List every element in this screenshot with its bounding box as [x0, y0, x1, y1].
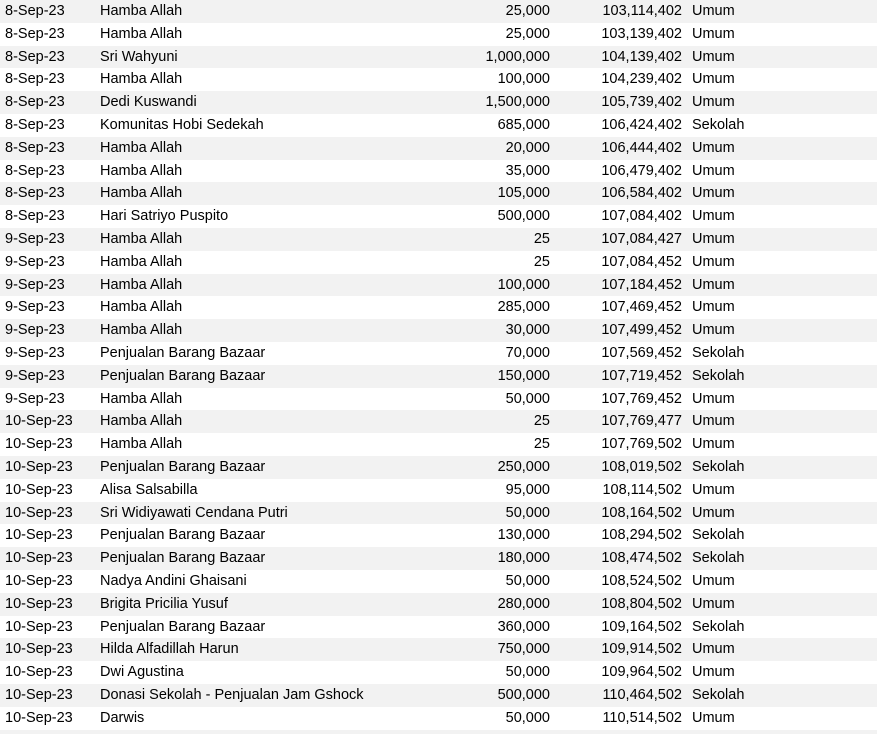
- cell-date[interactable]: 10-Sep-23: [5, 436, 73, 453]
- cell-amount[interactable]: 100,000: [497, 71, 550, 88]
- cell-category[interactable]: Umum: [692, 139, 735, 156]
- cell-balance[interactable]: 110,464,502: [602, 686, 682, 703]
- cell-amount[interactable]: 25: [533, 230, 550, 247]
- cell-date[interactable]: 8-Sep-23: [5, 116, 65, 133]
- cell-balance[interactable]: 108,524,502: [601, 572, 682, 589]
- cell-balance[interactable]: 108,164,502: [601, 504, 682, 521]
- table-row: [0, 365, 877, 388]
- cell-balance[interactable]: 107,769,452: [601, 390, 682, 407]
- cell-balance[interactable]: 108,474,502: [601, 550, 682, 567]
- table-row: [0, 228, 877, 251]
- cell-amount[interactable]: 70,000: [505, 344, 550, 361]
- cell-balance[interactable]: 107,769,502: [601, 436, 682, 453]
- cell-category[interactable]: Sekolah: [692, 686, 745, 703]
- table-row: [0, 388, 877, 411]
- cell-category[interactable]: Umum: [692, 641, 735, 658]
- cell-date[interactable]: 10-Sep-23: [5, 481, 73, 498]
- cell-date[interactable]: 10-Sep-23: [5, 572, 73, 589]
- cell-amount[interactable]: 30,000: [505, 322, 550, 339]
- cell-name[interactable]: Hamba Allah: [100, 413, 183, 430]
- cell-name[interactable]: Nadya Andini Ghaisani: [100, 572, 247, 589]
- table-row: [0, 638, 877, 661]
- cell-name[interactable]: Hari Satriyo Puspito: [100, 208, 229, 225]
- cell-name[interactable]: Penjualan Barang Bazaar: [100, 458, 266, 475]
- cell-balance[interactable]: 107,084,402: [601, 208, 682, 225]
- cell-date[interactable]: 9-Sep-23: [5, 322, 65, 339]
- table-row: [0, 68, 877, 91]
- cell-amount[interactable]: 150,000: [497, 367, 550, 384]
- cell-amount[interactable]: 500,000: [497, 208, 550, 225]
- table-row: [0, 205, 877, 228]
- cell-balance[interactable]: 105,739,402: [601, 94, 682, 111]
- cell-date[interactable]: 8-Sep-23: [5, 94, 65, 111]
- cell-balance[interactable]: 107,569,452: [601, 344, 682, 361]
- cell-category[interactable]: Umum: [692, 94, 735, 111]
- cell-amount[interactable]: 50,000: [505, 572, 550, 589]
- table-row: [0, 23, 877, 46]
- cell-category[interactable]: Umum: [692, 481, 735, 498]
- cell-name[interactable]: Hamba Allah: [100, 276, 183, 293]
- cell-category[interactable]: Umum: [692, 3, 735, 19]
- cell-name[interactable]: Hamba Allah: [100, 162, 183, 179]
- cell-balance[interactable]: 108,804,502: [601, 595, 682, 612]
- cell-name[interactable]: Sri Widiyawati Cendana Putri: [100, 504, 288, 521]
- cell-name[interactable]: Komunitas Hobi Sedekah: [100, 116, 264, 133]
- cell-balance[interactable]: 103,139,402: [601, 25, 682, 42]
- cell-amount[interactable]: 95,000: [505, 481, 550, 498]
- table-row: [0, 342, 877, 365]
- cell-date[interactable]: 8-Sep-23: [5, 162, 65, 179]
- cell-balance[interactable]: 106,584,402: [601, 185, 682, 202]
- cell-category[interactable]: Umum: [692, 436, 735, 453]
- cell-name[interactable]: Hilda Alfadillah Harun: [100, 641, 239, 658]
- cell-date[interactable]: 9-Sep-23: [5, 299, 65, 316]
- cell-category[interactable]: Umum: [692, 276, 735, 293]
- cell-category[interactable]: Umum: [692, 504, 735, 521]
- cell-name[interactable]: Hamba Allah: [100, 322, 183, 339]
- table-row: [0, 410, 877, 433]
- cell-balance[interactable]: 108,114,502: [602, 481, 682, 498]
- cell-amount[interactable]: 250,000: [497, 458, 550, 475]
- table-row: [0, 433, 877, 456]
- cell-balance[interactable]: 103,114,402: [602, 3, 682, 19]
- cell-name[interactable]: Penjualan Barang Bazaar: [100, 344, 266, 361]
- cell-name[interactable]: Penjualan Barang Bazaar: [100, 550, 266, 567]
- table-row: [0, 707, 877, 730]
- cell-category[interactable]: Umum: [692, 413, 735, 430]
- cell-name[interactable]: Alisa Salsabilla: [100, 481, 198, 498]
- table-row: [0, 616, 877, 639]
- cell-category[interactable]: Umum: [692, 299, 735, 316]
- cell-category[interactable]: Sekolah: [692, 527, 745, 544]
- cell-date[interactable]: 10-Sep-23: [5, 641, 73, 658]
- cell-date[interactable]: 9-Sep-23: [5, 344, 65, 361]
- cell-balance[interactable]: 107,719,452: [601, 367, 682, 384]
- cell-amount[interactable]: 1,500,000: [485, 94, 550, 111]
- cell-date[interactable]: 10-Sep-23: [5, 413, 73, 430]
- cell-category[interactable]: Umum: [692, 390, 735, 407]
- table-row: [0, 661, 877, 684]
- cell-category[interactable]: Umum: [692, 709, 735, 726]
- cell-name[interactable]: Hamba Allah: [100, 185, 183, 202]
- table-row: [0, 570, 877, 593]
- cell-name[interactable]: Dwi Agustina: [100, 664, 184, 681]
- cell-category[interactable]: Umum: [692, 230, 735, 247]
- cell-name[interactable]: Hamba Allah: [100, 230, 183, 247]
- cell-amount[interactable]: 360,000: [497, 618, 550, 635]
- table-row: [0, 547, 877, 570]
- cell-category[interactable]: Umum: [692, 572, 735, 589]
- cell-amount[interactable]: 280,000: [497, 595, 550, 612]
- cell-date[interactable]: 10-Sep-23: [5, 595, 73, 612]
- cell-date[interactable]: 8-Sep-23: [5, 71, 65, 88]
- table-row: [0, 502, 877, 525]
- table-row: [0, 114, 877, 137]
- cell-balance[interactable]: 104,239,402: [601, 71, 682, 88]
- cell-balance[interactable]: 110,514,502: [602, 709, 682, 726]
- cell-amount[interactable]: 35,000: [505, 162, 550, 179]
- table-row: [0, 91, 877, 114]
- cell-category[interactable]: Umum: [692, 595, 735, 612]
- cell-category[interactable]: Umum: [692, 322, 735, 339]
- cell-amount[interactable]: 25: [533, 253, 550, 270]
- cell-name[interactable]: Hamba Allah: [100, 139, 183, 156]
- cell-date[interactable]: 10-Sep-23: [5, 458, 73, 475]
- table-row: [0, 684, 877, 707]
- cell-date[interactable]: 9-Sep-23: [5, 390, 65, 407]
- cell-name[interactable]: Hamba Allah: [100, 253, 183, 270]
- cell-category[interactable]: Sekolah: [692, 550, 745, 567]
- table-row: [0, 593, 877, 616]
- cell-date[interactable]: 8-Sep-23: [5, 185, 65, 202]
- cell-name[interactable]: Dedi Kuswandi: [100, 94, 197, 111]
- cell-amount[interactable]: 25,000: [505, 3, 550, 19]
- cell-name[interactable]: Darwis: [100, 709, 145, 726]
- cell-date[interactable]: 10-Sep-23: [5, 504, 73, 521]
- cell-date[interactable]: 10-Sep-23: [5, 709, 73, 726]
- cell-category[interactable]: Umum: [692, 162, 735, 179]
- table-row: [0, 160, 877, 183]
- cell-amount[interactable]: 180,000: [497, 550, 550, 567]
- cell-balance[interactable]: 107,084,427: [601, 230, 682, 247]
- cell-amount[interactable]: 285,000: [497, 299, 550, 316]
- cell-balance[interactable]: 107,084,452: [601, 253, 682, 270]
- cell-balance[interactable]: 108,294,502: [601, 527, 682, 544]
- cell-balance[interactable]: 109,914,502: [601, 641, 682, 658]
- cell-amount[interactable]: 50,000: [505, 504, 550, 521]
- cell-date[interactable]: 8-Sep-23: [5, 208, 65, 225]
- cell-category[interactable]: Umum: [692, 664, 735, 681]
- cell-amount[interactable]: 750,000: [497, 641, 550, 658]
- cell-name[interactable]: Sri Wahyuni: [100, 48, 178, 65]
- cell-date[interactable]: 10-Sep-23: [5, 664, 73, 681]
- table-row: [0, 137, 877, 160]
- table-row: [0, 274, 877, 297]
- cell-name[interactable]: Hamba Allah: [100, 299, 183, 316]
- table-row: [0, 0, 877, 23]
- cell-category[interactable]: Umum: [692, 208, 735, 225]
- cell-name[interactable]: Hamba Allah: [100, 71, 183, 88]
- cell-amount[interactable]: 25: [533, 413, 550, 430]
- cell-balance[interactable]: 106,479,402: [601, 162, 682, 179]
- cell-category[interactable]: Sekolah: [692, 344, 745, 361]
- cell-amount[interactable]: 50,000: [505, 664, 550, 681]
- cell-date[interactable]: 8-Sep-23: [5, 48, 65, 65]
- cell-balance[interactable]: 107,469,452: [601, 299, 682, 316]
- cell-date[interactable]: 8-Sep-23: [5, 3, 65, 19]
- table-row: [0, 524, 877, 547]
- cell-category[interactable]: Umum: [692, 71, 735, 88]
- cell-name[interactable]: Donasi Sekolah - Penjualan Jam Gshock: [100, 686, 364, 703]
- cell-balance[interactable]: 107,499,452: [601, 322, 682, 339]
- cell-amount[interactable]: 685,000: [497, 116, 550, 133]
- cell-amount[interactable]: 25,000: [505, 25, 550, 42]
- cell-category[interactable]: Umum: [692, 25, 735, 42]
- cell-balance[interactable]: 108,019,502: [601, 458, 682, 475]
- cell-name[interactable]: Hamba Allah: [100, 3, 183, 19]
- cell-balance[interactable]: 106,444,402: [601, 139, 682, 156]
- cell-name[interactable]: Penjualan Barang Bazaar: [100, 367, 266, 384]
- cell-balance[interactable]: 109,164,502: [601, 618, 682, 635]
- cell-category[interactable]: Umum: [692, 253, 735, 270]
- cell-amount[interactable]: 25: [533, 436, 550, 453]
- table-row: [0, 251, 877, 274]
- cell-balance[interactable]: 106,424,402: [601, 116, 682, 133]
- cell-name[interactable]: Brigita Pricilia Yusuf: [100, 595, 228, 612]
- cell-category[interactable]: Sekolah: [692, 618, 745, 635]
- table-row: [0, 479, 877, 502]
- partial-next-row: [0, 730, 877, 734]
- cell-name[interactable]: Penjualan Barang Bazaar: [100, 618, 266, 635]
- cell-name[interactable]: Hamba Allah: [100, 25, 183, 42]
- cell-date[interactable]: 9-Sep-23: [5, 253, 65, 270]
- cell-balance[interactable]: 107,184,452: [601, 276, 682, 293]
- cell-date[interactable]: 9-Sep-23: [5, 276, 65, 293]
- cell-date[interactable]: 9-Sep-23: [5, 367, 65, 384]
- table-row: [0, 296, 877, 319]
- cell-date[interactable]: 8-Sep-23: [5, 25, 65, 42]
- cell-category[interactable]: Sekolah: [692, 458, 745, 475]
- cell-category[interactable]: Sekolah: [692, 116, 745, 133]
- cell-balance[interactable]: 109,964,502: [601, 664, 682, 681]
- cell-amount[interactable]: 500,000: [497, 686, 550, 703]
- cell-amount[interactable]: 20,000: [505, 139, 550, 156]
- cell-amount[interactable]: 50,000: [505, 709, 550, 726]
- cell-date[interactable]: 10-Sep-23: [5, 527, 73, 544]
- table-row: [0, 456, 877, 479]
- table-row: [0, 182, 877, 205]
- table-row: [0, 46, 877, 69]
- cell-date[interactable]: 10-Sep-23: [5, 550, 73, 567]
- cell-name[interactable]: Hamba Allah: [100, 390, 183, 407]
- cell-amount[interactable]: 105,000: [497, 185, 550, 202]
- cell-date[interactable]: 10-Sep-23: [5, 618, 73, 635]
- cell-balance[interactable]: 107,769,477: [601, 413, 682, 430]
- cell-category[interactable]: Sekolah: [692, 367, 745, 384]
- cell-date[interactable]: 9-Sep-23: [5, 230, 65, 247]
- cell-date[interactable]: 8-Sep-23: [5, 139, 65, 156]
- cell-amount[interactable]: 1,000,000: [485, 48, 550, 65]
- cell-amount[interactable]: 50,000: [505, 390, 550, 407]
- cell-amount[interactable]: 100,000: [497, 276, 550, 293]
- table-row: [0, 319, 877, 342]
- cell-name[interactable]: Hamba Allah: [100, 436, 183, 453]
- cell-category[interactable]: Umum: [692, 48, 735, 65]
- cell-date[interactable]: 10-Sep-23: [5, 686, 73, 703]
- cell-name[interactable]: Penjualan Barang Bazaar: [100, 527, 266, 544]
- cell-amount[interactable]: 130,000: [497, 527, 550, 544]
- cell-category[interactable]: Umum: [692, 185, 735, 202]
- cell-balance[interactable]: 104,139,402: [601, 48, 682, 65]
